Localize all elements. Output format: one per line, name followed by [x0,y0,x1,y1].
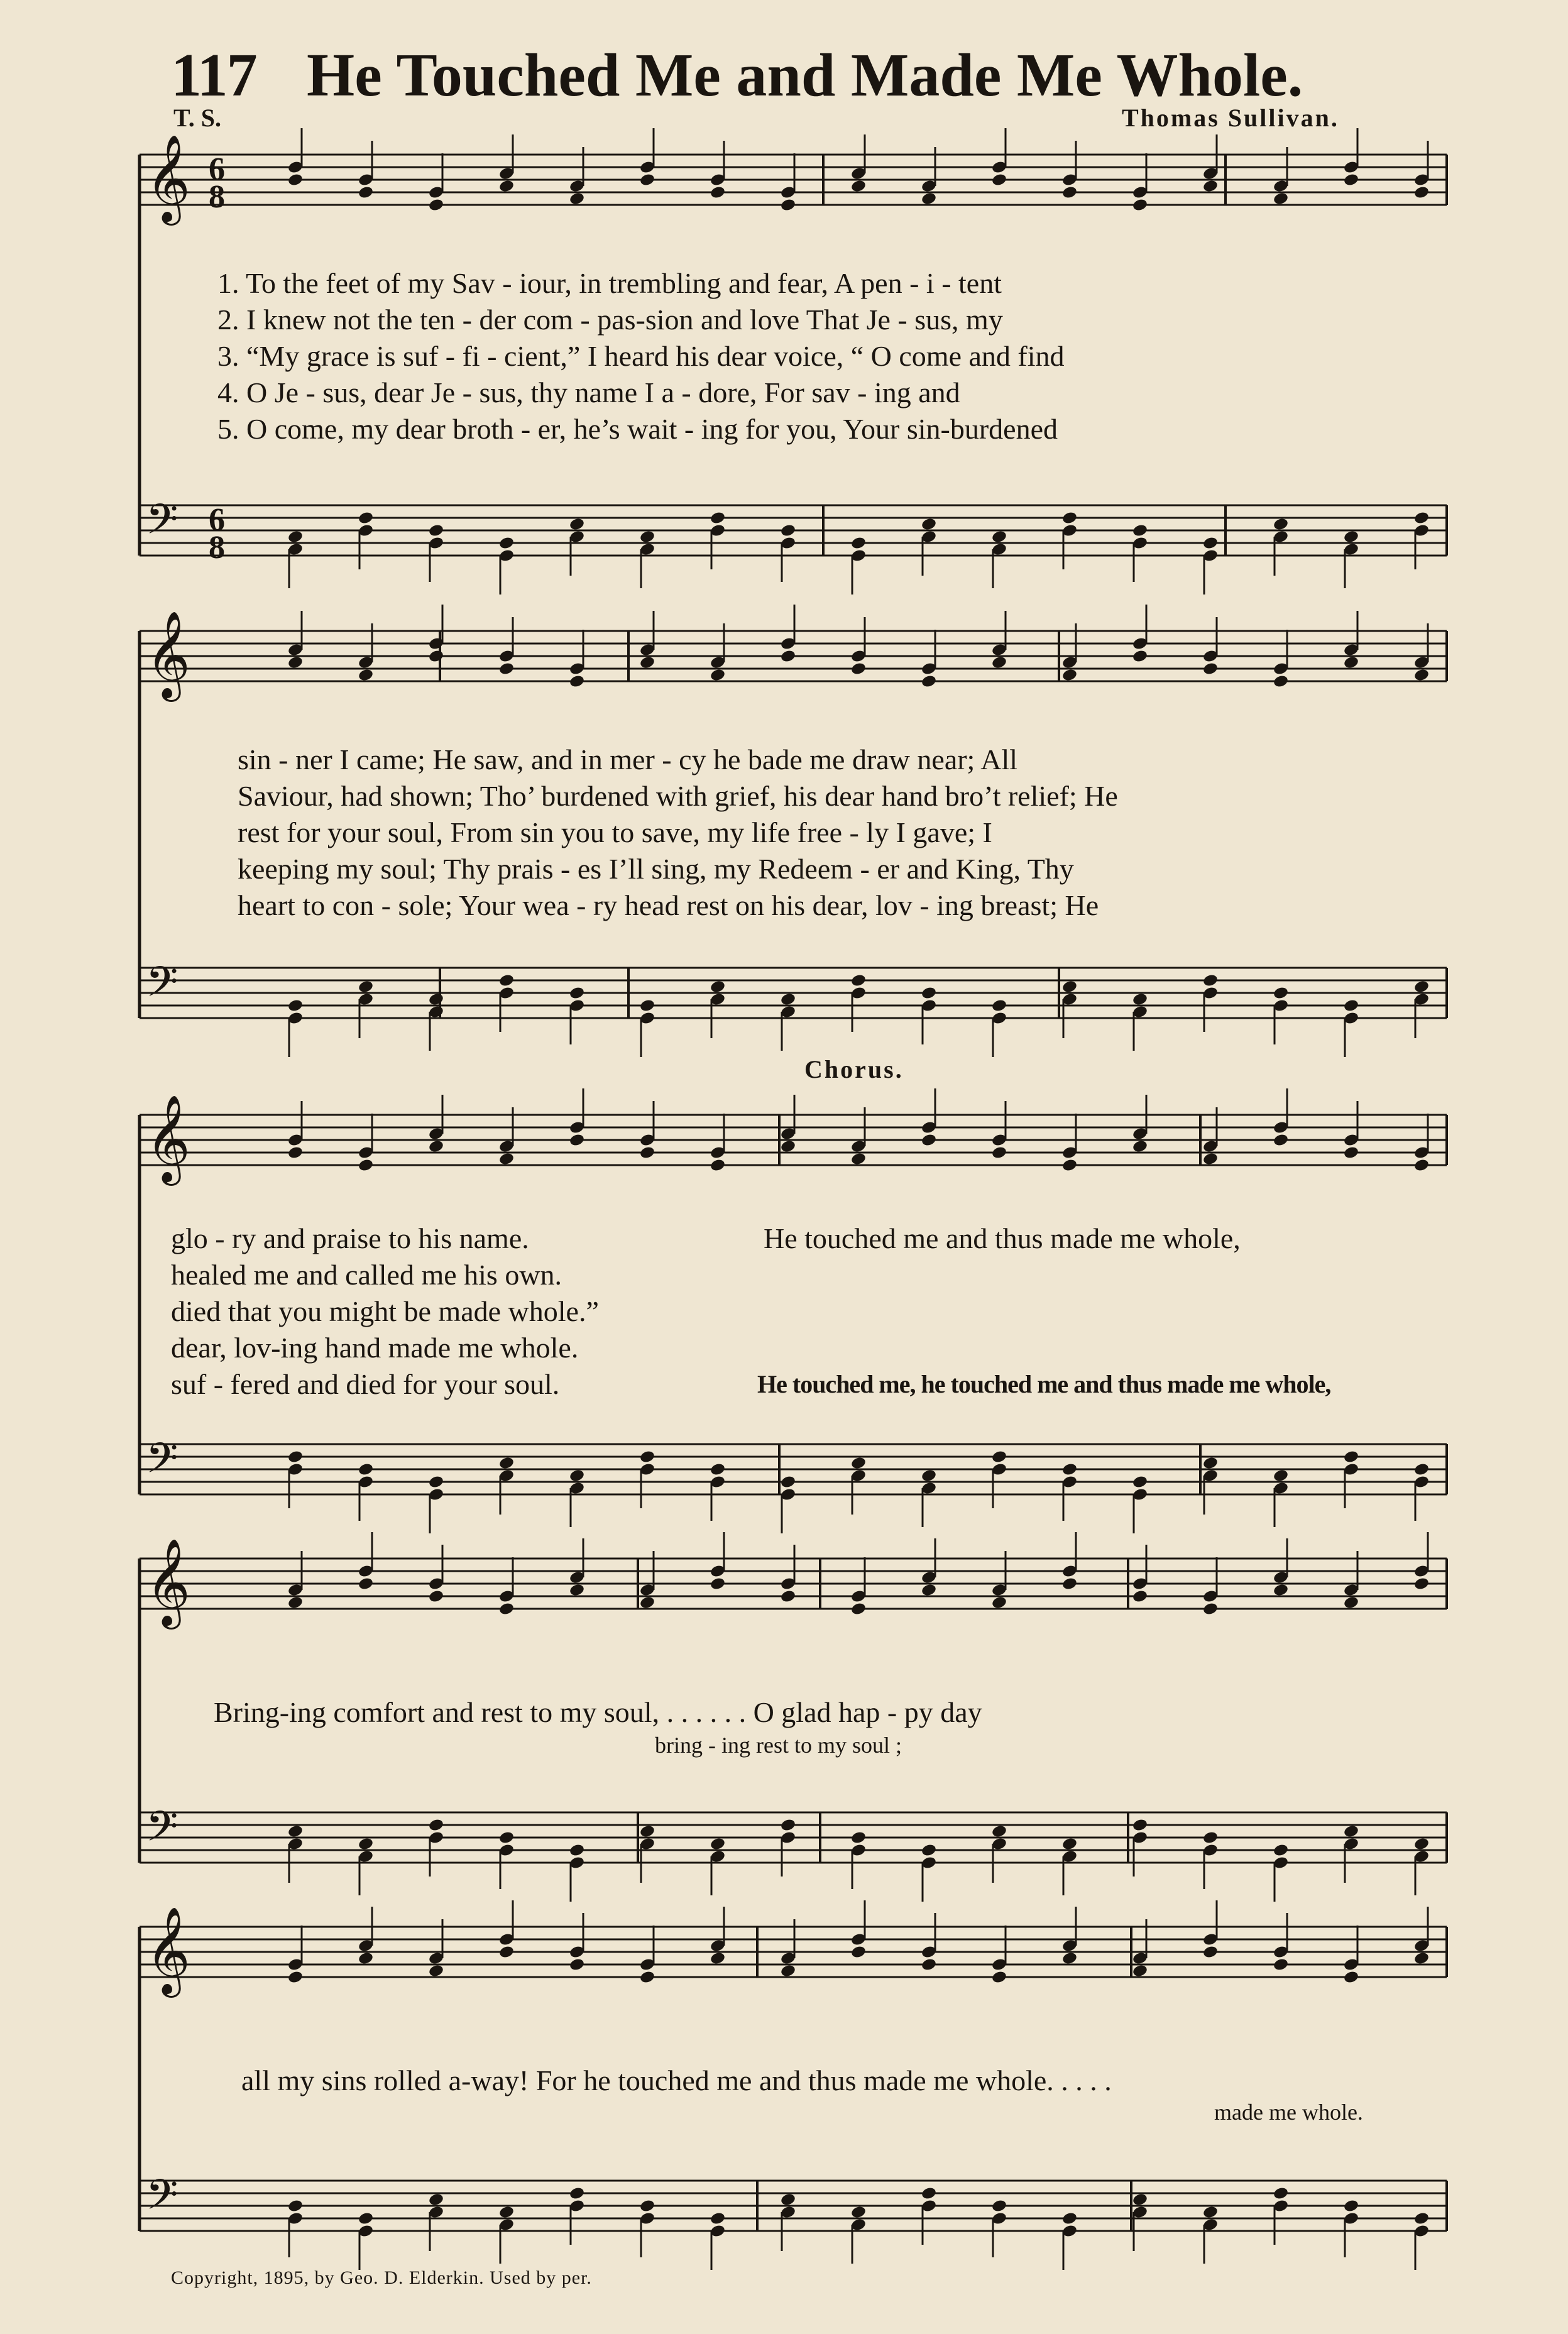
note-head [991,655,1007,670]
note-head [1061,1158,1078,1173]
note-head [921,1469,937,1483]
note-head [358,1951,374,1966]
note-head [921,1583,937,1597]
note-head [1343,1596,1359,1610]
note-head [1273,517,1289,532]
note-head [358,1462,374,1477]
note-head [1413,1462,1430,1477]
verse-2-line-2: Saviour, had shown; Tho’ burdened with grief, his dear hand bro’t relief; He [238,780,1118,812]
note-head [498,1831,515,1845]
note-head [639,1824,655,1839]
verse-5-line-1: 5. O come, my dear broth - er, he’s wait - ing for you, Your sin-burdened [217,413,1058,445]
note-head [850,536,867,551]
note-head [428,649,444,664]
note-head [921,1843,937,1858]
note-head [1343,2199,1359,2213]
note-head [1343,999,1359,1013]
note-head [850,1602,867,1616]
note-head [639,173,655,187]
words-credit: T. S. [173,104,221,132]
bass-time-signature: 6 8 [209,502,225,566]
note-head [1132,198,1148,212]
note-head [1132,523,1148,538]
note-head [710,980,726,994]
verse-4-line-1: 4. O Je - sus, dear Je - sus, thy name I a - dore, For sav - ing and [217,376,960,408]
note-head [1202,1456,1219,1471]
note-head [921,1958,937,1972]
note-head [1413,2211,1430,2226]
note-head [1413,1158,1430,1173]
note-head [358,1577,374,1591]
note-head [1202,1602,1219,1616]
note-head [428,1475,444,1489]
note-head [358,185,374,200]
note-head [1273,986,1289,1000]
note-head [569,517,585,532]
note-head [639,655,655,670]
note-head [358,511,374,525]
verse-4-line-2: keeping my soul; Thy prais - es I’ll sing, my Redeem - er and King, Thy [238,853,1074,885]
note-head [1061,1837,1078,1851]
note-head [780,523,796,538]
note-head [1132,1964,1148,1978]
note-head [639,1970,655,1985]
note-head [1061,2211,1078,2226]
note-head [1132,992,1148,1007]
hymn-title: He Touched Me and Made Me Whole. [307,41,1303,109]
note-head [639,2199,655,2213]
note-head [498,536,515,551]
note-head [780,649,796,664]
note-head [1343,1824,1359,1839]
note-head [287,655,304,670]
note-head [1061,1951,1078,1966]
chorus-label: Chorus. [804,1055,904,1083]
treble-clef-icon: 𝄞 [146,611,190,698]
note-head [991,2199,1007,2213]
chorus-line-4: all my sins rolled a-way! For he touched me and thus made me whole. . . . . [241,2064,1112,2096]
note-head [1413,185,1430,200]
note-head [991,530,1007,544]
note-head [1061,668,1078,682]
chorus-alt-line-3: bring - ing rest to my soul ; [655,1733,902,1758]
chorus-line-1: He touched me and thus made me whole, [764,1222,1241,1254]
note-head [710,1462,726,1477]
note-head [287,1824,304,1839]
note-head [639,1450,655,1464]
note-head [921,517,937,532]
note-head [569,1843,585,1858]
note-head [1413,1577,1430,1591]
note-head [428,1964,444,1978]
note-head [498,1456,515,1471]
note-head [428,1818,444,1833]
treble-time-signature: 6 8 [209,151,225,215]
treble-clef-icon: 𝄞 [146,1907,190,1994]
note-head [921,1133,937,1148]
note-head [287,1450,304,1464]
note-head [1132,649,1148,664]
note-head [710,668,726,682]
note-head [569,986,585,1000]
bass-clef-icon: 𝄢 [146,958,178,1016]
note-head [358,1158,374,1173]
note-head [780,198,796,212]
verse-1-line-1: 1. To the feet of my Sav - iour, in trembling and fear, A pen - i - tent [217,267,1002,299]
note-head [991,1824,1007,1839]
note-head [921,2186,937,2201]
verse-3-line-3: died that you might be made whole.” [171,1295,599,1327]
verse-3-line-2: rest for your soul, From sin you to save, my life free - ly I gave; I [238,816,992,848]
note-head [850,662,867,676]
note-head [1132,1818,1148,1833]
note-head [780,1818,796,1833]
note-head [498,662,515,676]
note-head [1273,1133,1289,1148]
note-head [780,1475,796,1489]
note-head [358,980,374,994]
chorus-line-2: He touched me, he touched me and thus made me whole, [757,1370,1331,1398]
note-head [710,1158,726,1173]
bass-clef-icon: 𝄢 [146,495,178,554]
note-head [780,1964,796,1978]
note-head [428,523,444,538]
note-head [569,192,585,206]
note-head [358,668,374,682]
copyright-notice: Copyright, 1895, by Geo. D. Elderkin. Used by per. [171,2267,592,2288]
note-head [498,179,515,194]
note-head [991,1596,1007,1610]
note-head [498,1945,515,1959]
note-head [1273,2186,1289,2201]
note-head [710,1577,726,1591]
note-head [780,1139,796,1154]
note-head [498,2205,515,2220]
note-head [710,1951,726,1966]
treble-clef-icon: 𝄞 [146,1095,190,1182]
bass-clef-icon: 𝄢 [146,2171,178,2229]
note-head [850,973,867,988]
note-head [569,1583,585,1597]
note-head [710,2211,726,2226]
note-head [710,185,726,200]
note-head [991,999,1007,1013]
note-head [991,173,1007,187]
note-head [358,2211,374,2226]
note-head [991,1970,1007,1985]
note-head [780,992,796,1007]
note-head [1273,1843,1289,1858]
note-head [1061,185,1078,200]
note-head [1202,179,1219,194]
treble-clef-icon: 𝄞 [146,1538,190,1626]
note-head [639,999,655,1013]
note-head [780,2193,796,2207]
note-head [780,1589,796,1604]
note-head [1202,662,1219,676]
note-head [1061,1462,1078,1477]
note-head [1343,530,1359,544]
verse-3-line-1: 3. “My grace is suf - fi - cient,” I heard his dear voice, “ O come and find [217,340,1065,372]
note-head [1132,1139,1148,1154]
note-head [498,973,515,988]
verse-1-line-3: glo - ry and praise to his name. [171,1222,529,1254]
note-head [1061,980,1078,994]
note-head [287,173,304,187]
verse-5-line-3: suf - fered and died for your soul. [171,1368,560,1400]
verse-1-line-2: sin - ner I came; He saw, and in mer - cy he bade me draw near; All [238,743,1018,775]
bass-clef-icon: 𝄢 [146,1434,178,1493]
note-head [1061,511,1078,525]
note-head [287,1970,304,1985]
note-head [1413,980,1430,994]
treble-clef-icon: 𝄞 [146,134,190,222]
chorus-alt-line-4: made me whole. [1214,2100,1363,2125]
note-head [569,2186,585,2201]
note-head [1061,1577,1078,1591]
note-head [569,1469,585,1483]
note-head [850,1831,867,1845]
note-head [287,2199,304,2213]
note-head [1343,173,1359,187]
note-head [1202,2205,1219,2220]
note-head [498,1152,515,1166]
note-head [1132,1589,1148,1604]
verse-2-line-1: 2. I knew not the ten - der com - pas-sion and love That Je - sus, my [217,304,1003,336]
note-head [287,530,304,544]
note-head [1132,1475,1148,1489]
note-head [1202,536,1219,551]
note-head [1343,655,1359,670]
note-head [850,1152,867,1166]
hymn-number: 117 [171,41,256,109]
note-head [1273,674,1289,689]
note-head [850,1456,867,1471]
note-head [498,1602,515,1616]
note-head [639,530,655,544]
verse-2-line-3: healed me and called me his own. [171,1259,562,1291]
note-head [921,986,937,1000]
note-head [639,1596,655,1610]
note-head [850,179,867,194]
verse-4-line-3: dear, lov-ing hand made me whole. [171,1332,579,1364]
note-head [287,1596,304,1610]
note-head [287,999,304,1013]
note-head [921,192,937,206]
note-head [569,1133,585,1148]
note-head [710,1837,726,1851]
note-head [1273,1958,1289,1972]
note-head [287,1146,304,1160]
note-head [1343,1970,1359,1985]
note-head [850,2205,867,2220]
note-head [358,1837,374,1851]
note-head [1202,973,1219,988]
note-head [991,1450,1007,1464]
note-head [1343,1146,1359,1160]
note-head [1273,192,1289,206]
note-head [1413,1951,1430,1966]
note-head [1273,1469,1289,1483]
note-head [1413,1837,1430,1851]
music-credit: Thomas Sullivan. [1122,104,1339,132]
note-head [1202,1831,1219,1845]
note-head [639,1146,655,1160]
note-head [1413,511,1430,525]
note-head [1132,2193,1148,2207]
verse-5-line-2: heart to con - sole; Your wea - ry head rest on his dear, lov - ing breast; He [238,889,1099,921]
note-head [991,1146,1007,1160]
note-head [1202,1152,1219,1166]
note-head [428,198,444,212]
note-head [428,2193,444,2207]
note-head [569,1958,585,1972]
note-head [710,511,726,525]
note-head [1343,1450,1359,1464]
note-head [569,674,585,689]
note-head [1413,668,1430,682]
note-head [1273,1583,1289,1597]
bass-clef-icon: 𝄢 [146,1802,178,1861]
note-head [428,1139,444,1154]
note-head [921,674,937,689]
note-head [428,992,444,1007]
note-head [1202,1945,1219,1959]
chorus-line-3: Bring-ing comfort and rest to my soul, . . . . . . O glad hap - py day [214,1696,982,1728]
note-head [850,1945,867,1959]
note-head [428,1589,444,1604]
